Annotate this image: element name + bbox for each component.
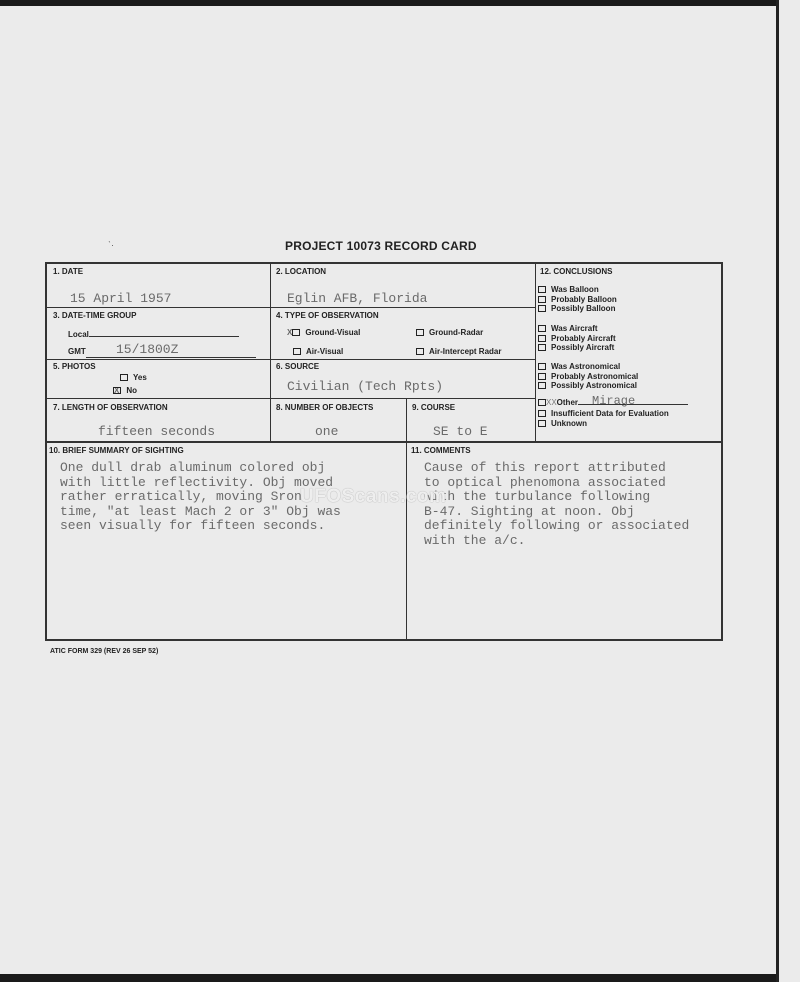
conclusion-text: Probably Balloon xyxy=(551,294,617,304)
check-mark: X xyxy=(287,328,293,337)
summary-line: One dull drab aluminum colored obj xyxy=(60,460,326,475)
number-label: 8. NUMBER OF OBJECTS xyxy=(276,403,374,412)
divider xyxy=(535,263,536,441)
checkbox-icon xyxy=(538,296,546,303)
summary-line: time, "at least Mach 2 or 3" Obj was xyxy=(60,503,341,519)
date-label: 1. DATE xyxy=(53,267,84,276)
comment-line: Cause of this report attributed xyxy=(424,460,666,475)
local-label xyxy=(68,330,239,339)
conclusion-item xyxy=(538,343,616,353)
checkbox-icon xyxy=(538,373,546,380)
gmt-label: GMT xyxy=(68,347,86,356)
conclusion-item xyxy=(538,409,669,419)
checkbox-icon xyxy=(113,387,121,394)
conclusion-text: Unknown xyxy=(551,418,587,428)
comment-line: with the a/c. xyxy=(424,532,526,548)
divider xyxy=(46,398,535,399)
location-value: Eglin AFB, Florida xyxy=(287,291,428,306)
dtg-label: 3. DATE-TIME GROUP xyxy=(53,311,137,320)
gmt-underline xyxy=(86,357,256,358)
conclusion-text: Was Balloon xyxy=(551,285,599,294)
conclusion-item xyxy=(538,372,638,382)
check-mark: X xyxy=(114,386,120,395)
conclusion-item xyxy=(538,285,617,295)
summary-label: 10. BRIEF SUMMARY OF SIGHTING xyxy=(49,446,184,455)
checkbox-icon xyxy=(538,420,546,427)
checkbox-icon xyxy=(416,348,424,355)
option-air-intercept-radar xyxy=(416,347,501,356)
stray-mark: ˋ· xyxy=(108,240,114,250)
checkbox-icon xyxy=(292,329,300,336)
option-ground-radar xyxy=(416,328,483,337)
conclusion-text: Other xyxy=(556,398,579,407)
conclusion-text: Probably Aircraft xyxy=(551,333,616,343)
conclusion-text: Was Aircraft xyxy=(551,324,598,333)
location-label: 2. LOCATION xyxy=(276,267,327,276)
card-title: PROJECT 10073 RECORD CARD xyxy=(285,239,477,253)
option-air-visual xyxy=(293,347,343,356)
checkbox-icon xyxy=(120,374,128,381)
conclusion-text: Probably Astronomical xyxy=(551,371,639,381)
checkbox-icon xyxy=(538,410,546,417)
summary-text xyxy=(60,461,341,534)
comment-line: to optical phenomona associated xyxy=(424,474,666,490)
checkbox-icon xyxy=(538,363,546,370)
conclusion-item xyxy=(538,324,616,334)
other-value: Mirage xyxy=(592,394,636,408)
option-text: Yes xyxy=(133,373,147,382)
conclusion-text: Possibly Astronomical xyxy=(551,381,637,390)
length-value: fifteen seconds xyxy=(98,424,216,439)
conclusions-astronomical xyxy=(538,362,638,391)
conclusions-aircraft xyxy=(538,324,616,353)
watermark: UFOScans.com xyxy=(300,486,447,507)
option-text: No xyxy=(126,386,138,395)
photos-yes xyxy=(120,373,147,382)
checkbox-icon xyxy=(416,329,424,336)
summary-line: with little reflectivity. Obj moved xyxy=(60,474,334,490)
photos-no xyxy=(114,386,137,395)
divider xyxy=(270,263,271,441)
conclusions-label: 12. CONCLUSIONS xyxy=(540,267,613,276)
conclusion-item xyxy=(538,419,669,429)
type-label: 4. TYPE OF OBSERVATION xyxy=(276,311,379,320)
option-text: Ground-Visual xyxy=(305,328,361,337)
option-text: Air-Visual xyxy=(306,347,344,356)
check-mark: XX xyxy=(546,398,557,407)
checkbox-icon xyxy=(538,335,546,342)
length-label: 7. LENGTH OF OBSERVATION xyxy=(53,403,168,412)
conclusion-item xyxy=(538,334,616,344)
photos-label: 5. PHOTOS xyxy=(53,362,96,371)
summary-line: seen visually for fifteen seconds. xyxy=(60,518,326,533)
number-value: one xyxy=(315,424,339,439)
conclusion-text: Insufficient Data for Evaluation xyxy=(551,409,669,418)
checkbox-icon xyxy=(538,382,546,389)
form-number: ATIC FORM 329 (REV 26 SEP 52) xyxy=(50,648,159,655)
conclusion-item xyxy=(538,381,638,391)
checkbox-icon xyxy=(538,286,546,293)
conclusion-item xyxy=(538,295,617,305)
option-ground-visual xyxy=(287,328,360,337)
conclusion-text: Was Astronomical xyxy=(551,362,621,371)
divider xyxy=(46,307,535,308)
source-value: Civilian (Tech Rpts) xyxy=(287,379,444,394)
conclusions-balloon xyxy=(538,285,617,314)
course-label: 9. COURSE xyxy=(412,403,456,412)
checkbox-icon xyxy=(538,399,546,406)
source-label: 6. SOURCE xyxy=(276,362,320,371)
divider xyxy=(46,359,535,360)
option-text: Ground-Radar xyxy=(429,328,484,337)
course-value: SE to E xyxy=(433,424,488,439)
comments-label: 11. COMMENTS xyxy=(411,446,471,455)
conclusion-text: Possibly Aircraft xyxy=(551,343,615,352)
divider xyxy=(406,398,407,640)
comment-line: definitely following or associated xyxy=(424,518,690,533)
scan-edge xyxy=(776,0,800,982)
comment-line: with the turbulance following xyxy=(424,489,651,504)
checkbox-icon xyxy=(538,305,546,312)
summary-line: rather erratically, moving Sron xyxy=(60,489,302,504)
conclusion-item xyxy=(538,304,617,314)
divider xyxy=(46,441,722,443)
option-text: Air-Intercept Radar xyxy=(429,347,502,356)
checkbox-icon xyxy=(538,325,546,332)
checkbox-icon xyxy=(293,348,301,355)
local-label-text: Local xyxy=(68,330,89,339)
comment-line: B-47. Sighting at noon. Obj xyxy=(424,503,635,519)
checkbox-icon xyxy=(538,344,546,351)
date-value: 15 April 1957 xyxy=(70,291,172,306)
conclusion-text: Possibly Balloon xyxy=(551,304,616,313)
local-field xyxy=(89,336,239,337)
conclusion-item xyxy=(538,362,638,372)
comments-text xyxy=(424,461,689,548)
gmt-value: 15/1800Z xyxy=(116,342,179,357)
conclusions-final xyxy=(538,409,669,428)
